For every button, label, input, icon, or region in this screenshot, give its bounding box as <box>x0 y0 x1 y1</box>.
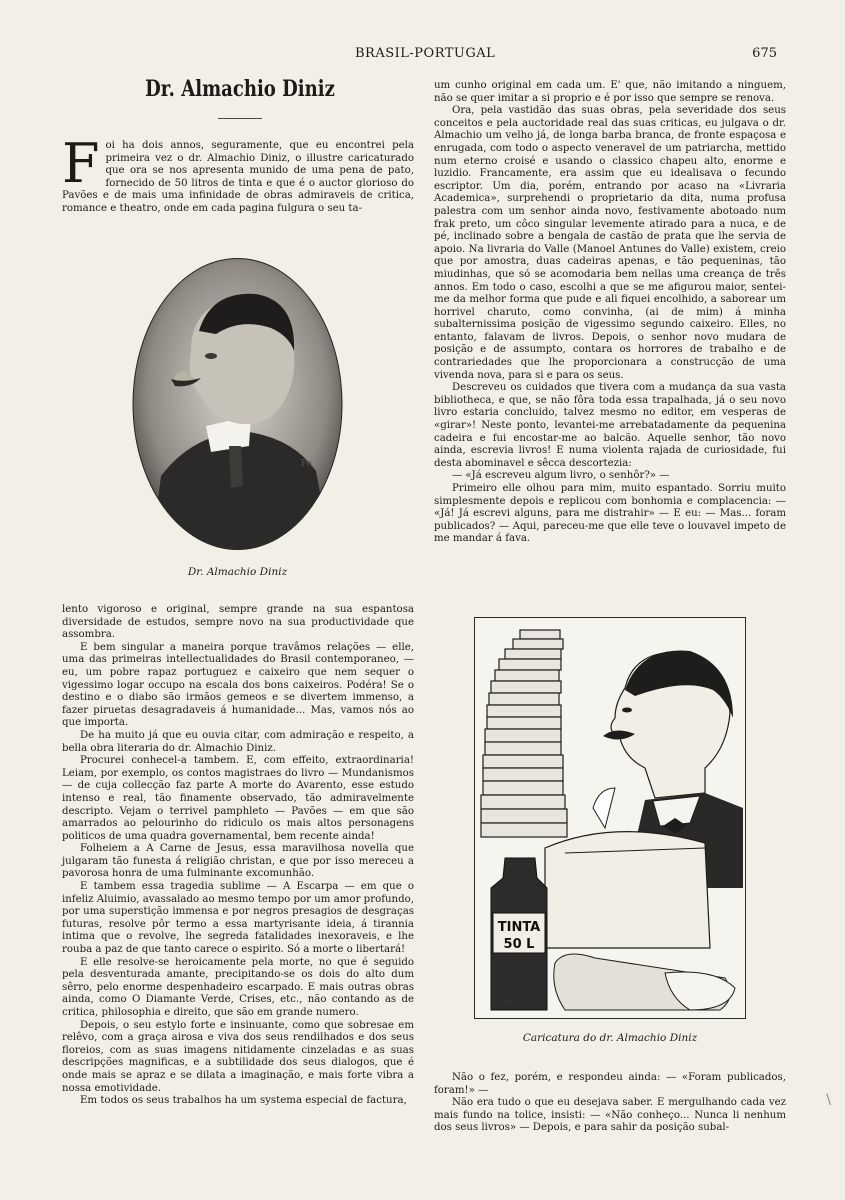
paragraph: Ora, pela vastidão das suas obras, pela severidade dos seus conceitos e pela auctoridade real das suas criticas, eu julgava o dr. Almachio um velho já, de longa barba branca, de fronte espaçosa e enrugada, com todo o aspecto veneravel de um patriarcha, mettido num eterno croisé e usando o classico chapeu alto, enorme e luzidio. Francamente, era assim que eu idealisava o fecundo escriptor. Um dia, porém, entrando por acaso na «Livraria Academica», surprehendi o proprietario da dita, numa profusa palestra com um senhor ainda novo, festivamente abotoado num frak preto, um côco singular levemente atirado para a nuca, e de pé, inclinado sobre a bengala de castão de prata que lhe servia de apoio. Na livraria do Valle (Manoel Antunes do Valle) existem, creio que por amostra, duas cadeiras apenas, e tão pequeninas, tão miudinhas, que só se acomodaria bem nellas uma creança de três annos. Em todo o caso, escolhi a que se me afigurou maior, sentei-me da melhor forma que pude e ali fiquei encolhido, a saborear um horrivel charuto, como convinha, (ai de mim) á minha subalternissima posição de vigessimo segundo caixeiro. Elles, no entanto, falavam de livros. Depois, o senhor novo mudara de posição e de assumpto, contara os horrores de trabalho e de contrariedades que lhe proporcionara a construcção de uma vivenda nova, para si e para os seus. <box>434 105 786 381</box>
paragraph: De ha muito já que eu ouvia citar, com admiração e respeito, a bella obra literaria do dr. Almachio Diniz. <box>62 729 414 754</box>
portrait-photo <box>131 256 344 552</box>
left-column-bottom <box>62 604 414 1108</box>
paragraph: Folheiem a A Carne de Jesus, essa maravilhosa novella que julgaram tão funesta á religião christan, e que por isso mereceu a pavorosa honra de uma fulminante excomunhão. <box>62 843 414 880</box>
page-number: 675 <box>752 46 777 61</box>
article-title: Dr. Almachio Diniz <box>145 76 335 102</box>
opening-paragraph <box>62 132 414 216</box>
portrait-caption: Dr. Almachio Diniz <box>187 566 288 578</box>
caricature-caption: Caricatura do dr. Almachio Diniz <box>522 1032 698 1044</box>
left-column-top <box>62 132 414 216</box>
paragraph: Em todos os seus trabalhos ha um systema especial de factura, <box>80 1095 407 1107</box>
paragraph: Não era tudo o que eu desejava saber. E mergulhando cada vez mais fundo na tolice, insisti: — «Não conheço... Nunca li nenhum dos seus livros» — Depois, e para sahir da posição subal- <box>434 1097 786 1134</box>
margin-mark: \ <box>826 1092 831 1108</box>
paragraph: — «Já escreveu algum livro, o senhôr?» — <box>452 470 670 482</box>
svg-text:Fm.: Fm. <box>497 998 515 1008</box>
running-title: BRASIL-PORTUGAL <box>355 46 496 61</box>
paragraph: E elle resolve-se heroicamente pela morte, no que é seguido pela desventurada amante, precipitando-se os dois do alto dum sêrro, pelo enorme despenhadeiro escarpado. E mais outras obras ainda, como O Diamante Verde, Crises, etc., não contando as de critica, philosophia e direito, que são em grande numero. <box>62 956 414 1018</box>
paragraph: lento vigoroso e original, sempre grande na sua espantosa diversidade de estudos, sempre novo na sua productividade que assombra. <box>62 604 414 641</box>
paragraph: um cunho original em cada um. E' que, não imitando a ninguem, não se quer imitar a si proprio e é por isso que sempre se renova. <box>434 80 786 104</box>
paragraph: E tambem essa tragedia sublime — A Escarpa — em que o infeliz Aluimio, avassalado ao mesmo tempo por um amor profundo, por uma superstição immensa e por negros presagios de desgraças futuras, resolve pôr termo a essa martyrisante ideia, á tirannia intima que o revolve, lhe segreda fatalidades inexoraveis, e lhe rouba a paz de que tanto carece o espirito. Só a morte o libertará! <box>62 881 414 956</box>
paragraph: Procurei conhecel-a tambem. E, com effeito, extraordinaria! Leiam, por exemplo, os contos magistraes do livro — Mundanismos — de cuja collecção faz parte A morte do Avarento, esse estudo intenso e real, tão finamente observado, tão admiravelmente descripto. Vejam o terrivel pamphleto — Pavões — em que são amarrados ao pelourinho do ridiculo os mais altos personagens politicos de uma quadra governamental, bem recente ainda! <box>62 755 414 842</box>
right-column-top <box>434 80 786 546</box>
paragraph: Não o fez, porém, e respondeu ainda: — «Foram publicados, foram!» — <box>434 1072 786 1096</box>
paragraph: E bem singular a maneira porque travâmos relações — elle, uma das primeiras intellectualidades do Brasil contemporaneo, — eu, um pobre rapaz portuguez e caixeiro que nem sequer o vigessimo logar occupo na escala dos bons caixeiros. Podéra! Se o destino e o diabo são irmãos gemeos e se divertem immenso, a fazer piruetas desagradaveis á humanidade... Mas, vamos nós ao que importa. <box>62 641 414 729</box>
ink-bottle-volume: 50 L <box>503 937 535 952</box>
opening-text: oi ha dois annos, seguramente, que eu encontrei pela primeira vez o dr. Almachio Diniz, o illustre caricaturado que ora se nos apresenta munido de uma pena de pato, fornecido de 50 litros de tinta e que é o auctor glorioso do Pavões e de mais uma infinidade de obras admiraveis de critica, romance e theatro, onde em cada pagina fulgura o seu ta- <box>62 140 414 214</box>
svg-text:Pe: Pe <box>301 459 312 469</box>
paragraph: Primeiro elle olhou para mim, muito espantado. Sorriu muito simplesmente depois e replicou com bonhomia e complacencia: — «Já! Já escrevi alguns, para me distrahir» — E eu: — Mas... foram publicados? — Aqui, pareceu-me que elle teve o louvavel impeto de me mandar á fava. <box>434 483 786 545</box>
caricature-drawing <box>474 617 746 1019</box>
right-column-bottom <box>434 1072 786 1135</box>
title-divider <box>218 118 262 119</box>
dropcap-letter: F <box>62 132 100 195</box>
ink-bottle-label: TINTA <box>497 920 541 935</box>
paragraph: Descreveu os cuidados que tivera com a mudança da sua vasta bibliotheca, e que, se não fôra toda essa trapalhada, já o seu novo livro estaria concluido, talvez mesmo no editor, em vesperas de «girar»! Neste ponto, levantei-me arrebatadamente da pequenina cadeira e fui encostar-me ao balcão. Aquelle senhor, tão novo ainda, escrevia livros! E numa violenta rajada de curiosidade, fui desta abominavel e sêcca descortezia: <box>434 382 786 469</box>
paragraph: Depois, o seu estylo forte e insinuante, como que sobresae em relêvo, com a graça airosa e viva dos seus rendilhados e dos seus floreios, com as suas imagens nitidamente cinzeladas e as suas descripções magnificas, e a subtilidade dos seus dialogos, que é onde mais se apraz e se dilata a imaginação, e mais forte vibra a nossa emotividade. <box>62 1019 414 1094</box>
